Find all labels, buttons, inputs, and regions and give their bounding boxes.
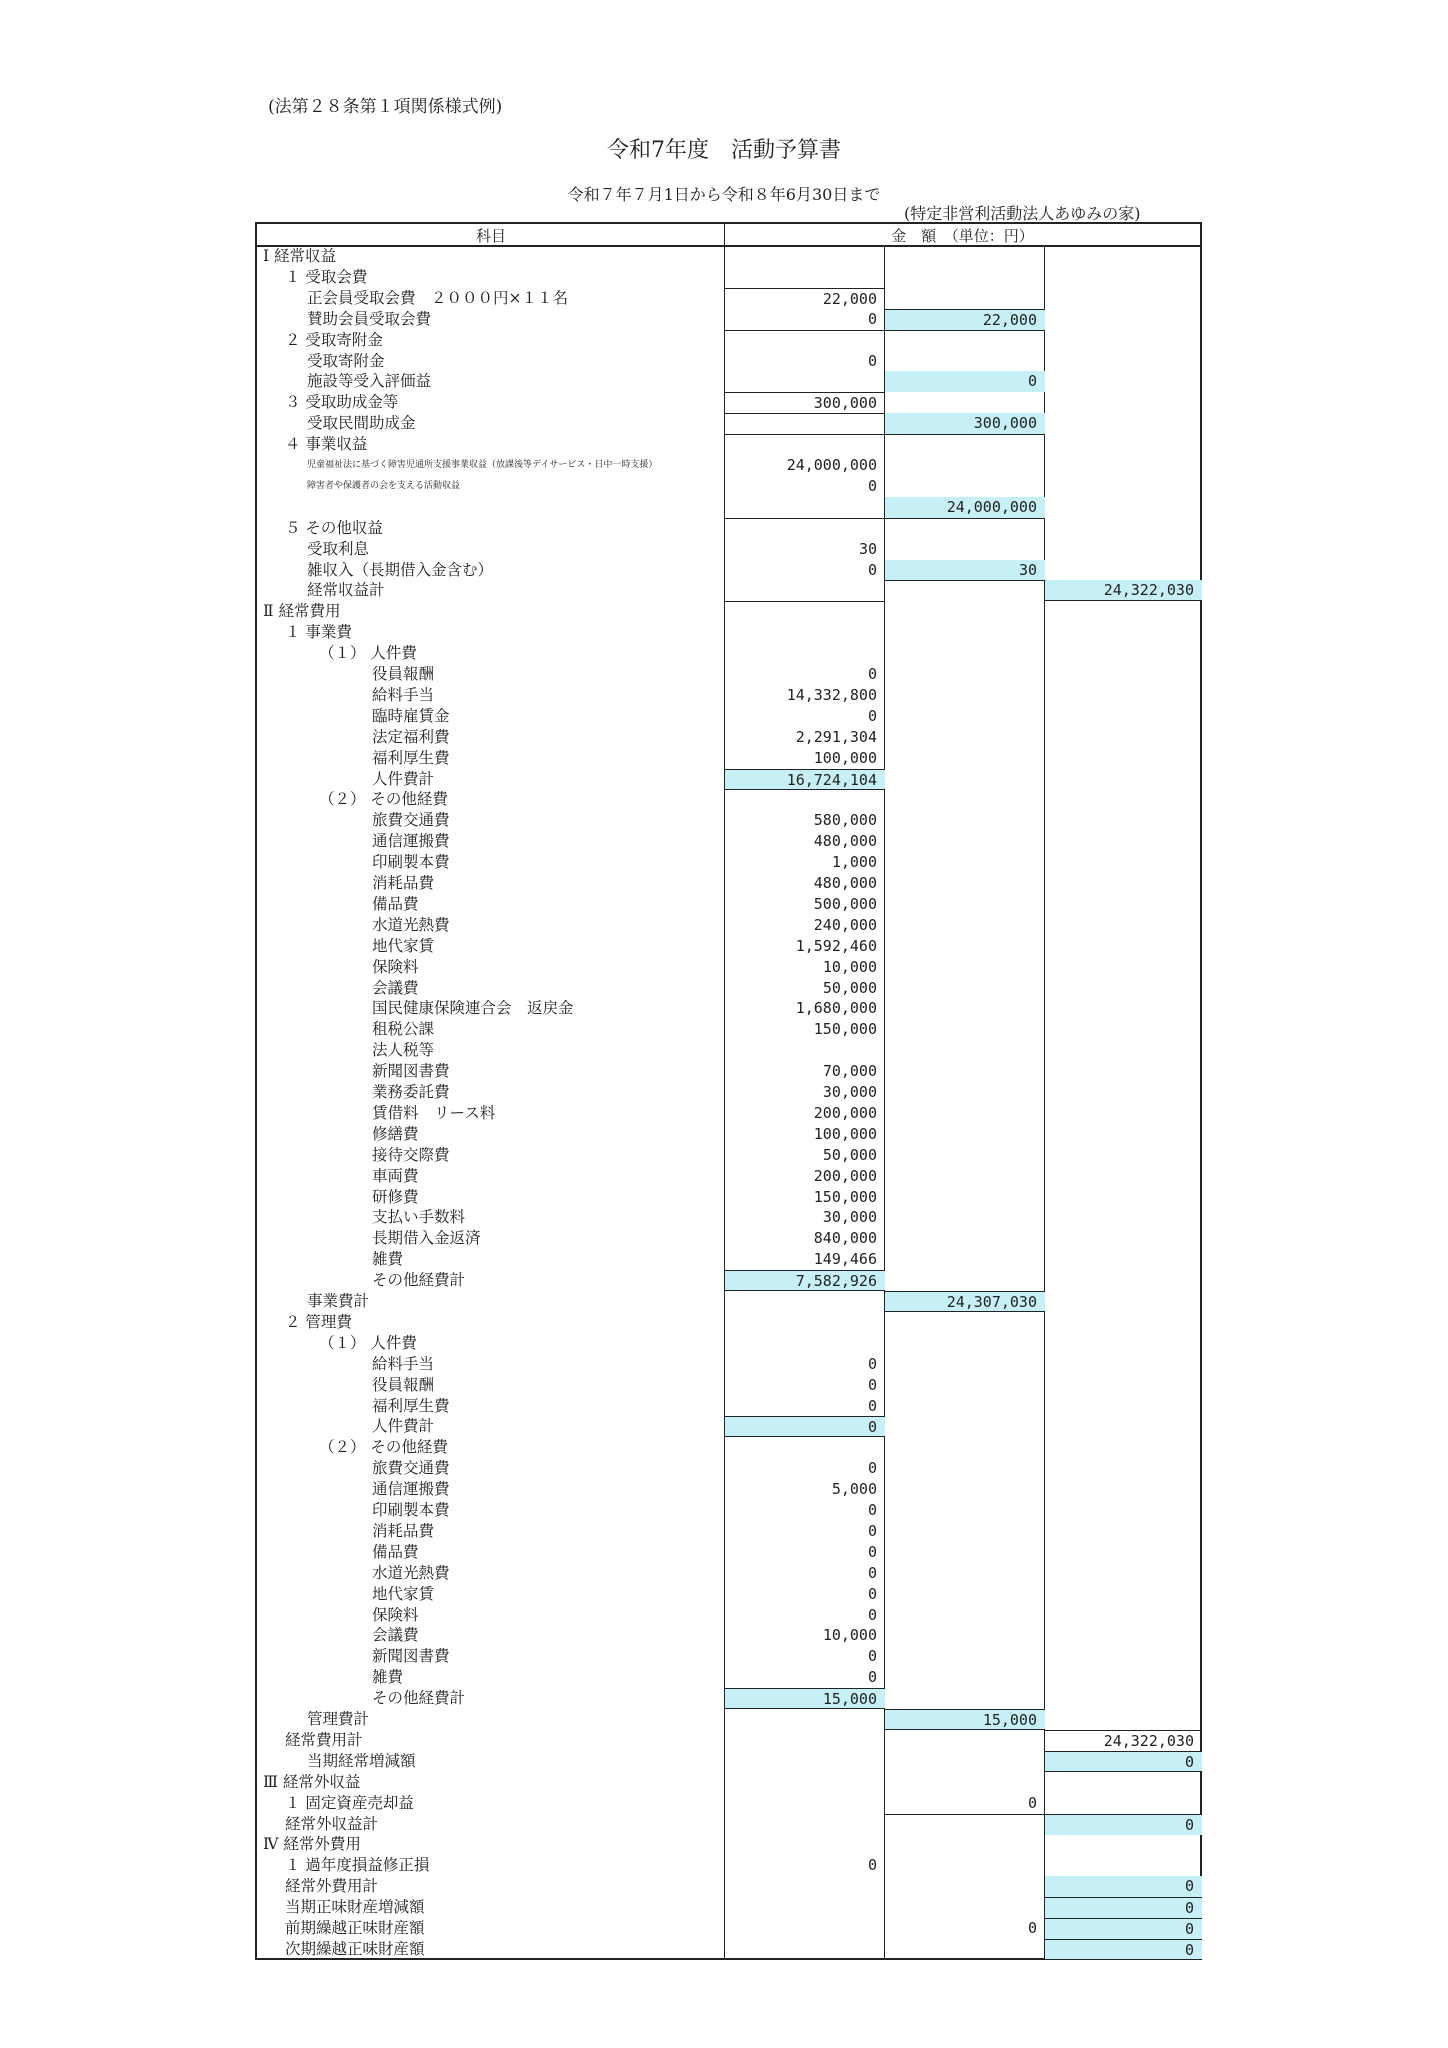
table-row [257, 915, 1200, 936]
amount-cell: 0 [867, 351, 877, 370]
table-row [257, 518, 1200, 539]
amount-cell: 0 [1027, 1919, 1037, 1937]
row-label: 雑費 [372, 1668, 404, 1687]
table-row [257, 1396, 1200, 1417]
row-label: 備品費 [372, 1542, 419, 1561]
table-row [257, 1793, 1200, 1814]
row-label: 水道光熱費 [372, 1563, 450, 1582]
row-label: Ⅱ 経常費用 [263, 602, 341, 621]
table-row [257, 978, 1200, 999]
table-row [257, 643, 1200, 664]
amount-cell [725, 330, 885, 351]
amount-cell: 15,000 [725, 1688, 885, 1709]
row-label: （２） その他経費 [319, 1438, 448, 1457]
row-label: １ 事業費 [285, 623, 352, 642]
amount-cell: 7,582,926 [725, 1270, 885, 1291]
table-row [257, 560, 1200, 581]
amount-cell: 0 [867, 1668, 877, 1687]
amount-cell: 24,000,000 [885, 497, 1045, 518]
row-label: 旅費交通費 [372, 811, 450, 830]
amount-cell: 30,000 [822, 1083, 877, 1101]
row-label: 受取利息 [307, 539, 370, 558]
amount-cell: 840,000 [813, 1229, 877, 1248]
table-row [257, 789, 1200, 810]
amount-cell: 0 [1045, 1897, 1202, 1918]
table-row [257, 539, 1200, 560]
amount-cell: 30 [858, 539, 877, 558]
amount-cell [725, 601, 885, 622]
amount-cell: 0 [867, 665, 877, 683]
amount-cell: 0 [1027, 1793, 1037, 1812]
row-label: 消耗品費 [372, 874, 435, 892]
row-label: 事業費計 [307, 1292, 370, 1310]
amount-cell: 22,000 [725, 288, 885, 309]
amount-cell: 0 [725, 1416, 885, 1437]
table-row [257, 1228, 1200, 1249]
row-label: 賃借料 リース料 [372, 1103, 496, 1122]
amount-cell: 480,000 [813, 874, 877, 892]
table-row [257, 392, 1200, 413]
row-label: ３ 受取助成金等 [285, 393, 399, 412]
row-label: 支払い手数料 [372, 1208, 466, 1227]
amount-cell: 2,291,304 [795, 727, 877, 746]
table-row [257, 1688, 1200, 1709]
table-row [257, 1772, 1200, 1793]
row-label: １ 過年度損益修正損 [285, 1856, 430, 1875]
amount-cell: 0 [867, 476, 877, 495]
document-title: 令和7年度 活動予算書 [607, 138, 841, 163]
amount-cell: 0 [867, 1856, 877, 1875]
table-row [257, 1479, 1200, 1500]
table-row [257, 831, 1200, 852]
amount-cell: 30,000 [822, 1208, 877, 1227]
budget-period: 令和７年７月1日から令和８年6月30日まで [567, 185, 881, 204]
amount-cell [885, 1814, 1045, 1835]
row-label: 保険料 [372, 1605, 419, 1624]
table-row [257, 1103, 1200, 1124]
row-label: 人件費計 [372, 769, 435, 788]
table-row [257, 1333, 1200, 1354]
amount-cell: 1,000 [831, 853, 877, 872]
table-row [257, 601, 1200, 622]
row-label: 研修費 [372, 1187, 419, 1206]
table-row [257, 873, 1200, 894]
amount-cell: 0 [867, 1563, 877, 1582]
row-label: 経常収益計 [307, 581, 385, 600]
table-row [257, 1458, 1200, 1479]
table-row [257, 351, 1200, 372]
amount-cell: 0 [867, 1542, 877, 1561]
amount-cell: 1,680,000 [795, 999, 877, 1018]
amount-cell: 0 [867, 1354, 877, 1373]
row-label: 福利厚生費 [372, 1396, 450, 1415]
row-label: １ 受取会費 [285, 267, 368, 286]
table-row [257, 1270, 1200, 1291]
row-label: 修繕費 [372, 1124, 419, 1143]
table-row [257, 497, 1200, 518]
table-row [257, 1939, 1200, 1960]
table-row [257, 1249, 1200, 1270]
row-label: 印刷製本費 [372, 853, 450, 872]
amount-cell: 16,724,104 [725, 769, 885, 790]
amount-cell: 70,000 [822, 1062, 877, 1081]
table-row [257, 267, 1200, 288]
row-label: 賛助会員受取会費 [307, 309, 432, 328]
row-label: ２ 受取寄附金 [285, 330, 383, 349]
row-label: 当期経常増減額 [307, 1751, 416, 1770]
amount-cell: 0 [867, 1396, 877, 1415]
amount-cell: 500,000 [813, 894, 877, 913]
row-label: 給料手当 [372, 685, 435, 704]
amount-cell: 0 [867, 1647, 877, 1666]
row-label: 車両費 [372, 1166, 419, 1185]
table-row [257, 1082, 1200, 1103]
table-row [257, 1855, 1200, 1876]
row-label: 正会員受取会費 ２０００円×１１名 [307, 288, 568, 307]
row-label: 経常費用計 [285, 1730, 363, 1749]
amount-cell: 0 [867, 1459, 877, 1478]
table-row [257, 1354, 1200, 1375]
row-label: 雑収入（長期借入金含む） [307, 560, 494, 579]
table-row [257, 706, 1200, 727]
amount-cell: 0 [867, 309, 877, 328]
row-label: Ⅲ 経常外収益 [263, 1772, 361, 1791]
row-label: 租税公課 [372, 1020, 435, 1039]
table-row [257, 1709, 1200, 1730]
table-row [257, 1166, 1200, 1187]
table-row [257, 748, 1200, 769]
amount-cell: 150,000 [813, 1020, 877, 1039]
table-row [257, 434, 1200, 455]
table-row [257, 1542, 1200, 1563]
table-row [257, 246, 1200, 267]
form-note: (法第２８条第１項関係様式例) [268, 97, 503, 117]
row-label: 管理費計 [307, 1710, 370, 1728]
row-label: Ⅳ 経常外費用 [263, 1835, 361, 1854]
row-label: 通信運搬費 [372, 1480, 450, 1499]
amount-cell: 150,000 [813, 1187, 877, 1206]
table-row [257, 1500, 1200, 1521]
table-row [257, 309, 1200, 330]
table-row [257, 1061, 1200, 1082]
budget-table [255, 222, 1202, 1960]
row-label: 役員報酬 [372, 665, 435, 683]
table-header [257, 224, 1200, 247]
amount-cell: 0 [1045, 1939, 1202, 1960]
row-label: 消耗品費 [372, 1521, 435, 1540]
amount-cell: 200,000 [813, 1103, 877, 1122]
row-label: 雑費 [372, 1250, 404, 1269]
table-row [257, 580, 1200, 601]
amount-cell: 50,000 [822, 1145, 877, 1164]
amount-cell: 240,000 [813, 915, 877, 934]
table-row [257, 685, 1200, 706]
table-row [257, 1019, 1200, 1040]
row-label: 接待交際費 [372, 1145, 450, 1164]
amount-cell: 0 [1045, 1814, 1202, 1835]
table-row [257, 1730, 1200, 1751]
amount-cell: 1,592,460 [795, 936, 877, 955]
amount-cell: 100,000 [813, 1124, 877, 1143]
amount-cell: 300,000 [725, 392, 885, 413]
table-row [257, 998, 1200, 1019]
table-row [257, 894, 1200, 915]
table-row [257, 476, 1200, 497]
amount-cell [725, 434, 885, 455]
table-row [257, 1145, 1200, 1166]
amount-cell: 300,000 [885, 413, 1045, 434]
amount-cell: 100,000 [813, 748, 877, 767]
amount-cell [885, 434, 1045, 455]
amount-cell [725, 413, 885, 434]
row-label: 役員報酬 [372, 1375, 435, 1394]
amount-cell: 0 [867, 1375, 877, 1394]
table-row [257, 1918, 1200, 1939]
amount-cell: 24,307,030 [885, 1291, 1045, 1312]
table-row [257, 957, 1200, 978]
row-label: 長期借入金返済 [372, 1229, 481, 1248]
row-label: 備品費 [372, 894, 419, 913]
amount-header: 金 額 （単位：円） [891, 227, 1034, 245]
amount-cell: 480,000 [813, 832, 877, 851]
subject-header: 科目 [475, 227, 506, 245]
row-label: 臨時雇賃金 [372, 706, 450, 725]
table-row [257, 1876, 1200, 1897]
row-label: 受取寄附金 [307, 351, 385, 370]
table-row [257, 1124, 1200, 1145]
amount-cell: 22,000 [885, 309, 1045, 330]
table-row [257, 936, 1200, 957]
row-label: 業務委託費 [372, 1083, 450, 1101]
amount-cell: 5,000 [831, 1480, 877, 1499]
amount-cell: 0 [867, 560, 877, 579]
table-row [257, 810, 1200, 831]
row-label: 保険料 [372, 957, 419, 976]
row-label: （２） その他経費 [319, 790, 448, 809]
amount-cell [885, 330, 1045, 351]
row-label: 障害者や保護者の会を支える活動収益 [307, 480, 461, 491]
table-row [257, 1605, 1200, 1626]
row-label: 会議費 [372, 1626, 419, 1645]
table-row [257, 1814, 1200, 1835]
table-row [257, 1584, 1200, 1605]
table-row [257, 1563, 1200, 1584]
amount-cell [885, 518, 1045, 539]
row-label: 印刷製本費 [372, 1501, 450, 1519]
row-label: ５ その他収益 [285, 518, 383, 537]
table-row [257, 455, 1200, 476]
row-label: （１） 人件費 [319, 644, 417, 663]
row-label: 水道光熱費 [372, 915, 450, 934]
table-row [257, 1521, 1200, 1542]
table-row [257, 1437, 1200, 1458]
row-label: １ 固定資産売却益 [285, 1793, 414, 1812]
table-row [257, 1751, 1200, 1772]
organization-name: (特定非営利活動法人あゆみの家) [904, 204, 1141, 223]
table-row [257, 1646, 1200, 1667]
table-row [257, 622, 1200, 643]
row-label: 地代家賃 [372, 1584, 435, 1603]
amount-cell: 149,466 [813, 1250, 877, 1269]
row-label: 経常外費用計 [285, 1877, 379, 1896]
amount-cell: 10,000 [822, 957, 877, 976]
table-row [257, 852, 1200, 873]
row-label: 当期正味財産増減額 [285, 1898, 425, 1917]
row-label: 次期繰越正味財産額 [285, 1939, 425, 1958]
amount-cell: 0 [867, 1521, 877, 1540]
amount-cell: 0 [867, 706, 877, 725]
table-row [257, 288, 1200, 309]
row-label: 施設等受入評価益 [307, 372, 432, 391]
amount-cell: 0 [867, 1501, 877, 1519]
row-label: 通信運搬費 [372, 832, 450, 851]
row-label: ２ 管理費 [285, 1312, 352, 1331]
amount-cell: 14,332,800 [786, 685, 877, 704]
table-row [257, 1040, 1200, 1061]
row-label: 法人税等 [372, 1041, 435, 1060]
amount-cell [885, 580, 1045, 601]
row-label: 児童福祉法に基づく障害児通所支援事業収益（放課後等デイサービス・日中一時支援） [307, 460, 658, 470]
amount-cell: 580,000 [813, 811, 877, 830]
row-label: 新聞図書費 [372, 1647, 450, 1666]
table-row [257, 1291, 1200, 1312]
row-label: 地代家賃 [372, 936, 435, 955]
amount-cell: 0 [867, 1605, 877, 1624]
row-label: その他経費計 [372, 1271, 466, 1290]
amount-cell: 0 [1045, 1918, 1202, 1939]
table-row [257, 1312, 1200, 1333]
amount-cell: 200,000 [813, 1166, 877, 1185]
table-row [257, 330, 1200, 351]
amount-cell: 24,322,030 [1045, 1730, 1202, 1751]
row-label: 経常外収益計 [285, 1814, 379, 1833]
row-label: 法定福利費 [372, 727, 450, 746]
amount-cell: 10,000 [822, 1626, 877, 1645]
table-row [257, 1375, 1200, 1396]
row-label: 受取民間助成金 [307, 414, 416, 433]
row-label: 新聞図書費 [372, 1062, 450, 1081]
table-row [257, 1187, 1200, 1208]
row-label: 国民健康保険連合会 返戻金 [372, 999, 574, 1018]
amount-cell: 0 [867, 1584, 877, 1603]
amount-cell: 50,000 [822, 978, 877, 997]
row-label: 福利厚生費 [372, 748, 450, 767]
row-label: 人件費計 [372, 1417, 435, 1436]
amount-cell: 0 [885, 371, 1045, 392]
row-label: Ⅰ 経常収益 [263, 247, 337, 265]
table-row [257, 1625, 1200, 1646]
row-label: 前期繰越正味財産額 [285, 1919, 425, 1937]
table-row [257, 1897, 1200, 1918]
amount-cell: 24,322,030 [1045, 580, 1202, 601]
row-label: 給料手当 [372, 1354, 435, 1373]
table-row [257, 1834, 1200, 1855]
table-row [257, 413, 1200, 434]
amount-cell: 0 [1045, 1751, 1202, 1772]
table-row [257, 371, 1200, 392]
row-label: 会議費 [372, 978, 419, 997]
table-row [257, 664, 1200, 685]
row-label: 旅費交通費 [372, 1459, 450, 1478]
amount-cell [725, 518, 885, 539]
table-row [257, 769, 1200, 790]
table-row [257, 1667, 1200, 1688]
table-row [257, 1416, 1200, 1437]
table-row [257, 727, 1200, 748]
amount-cell: 30 [885, 560, 1045, 581]
row-label: （１） 人件費 [319, 1333, 417, 1352]
amount-cell: 0 [1045, 1876, 1202, 1897]
amount-cell: 15,000 [885, 1709, 1045, 1730]
row-label: ４ 事業収益 [285, 435, 368, 454]
row-label: その他経費計 [372, 1689, 466, 1708]
table-row [257, 1207, 1200, 1228]
amount-cell: 24,000,000 [786, 456, 877, 474]
